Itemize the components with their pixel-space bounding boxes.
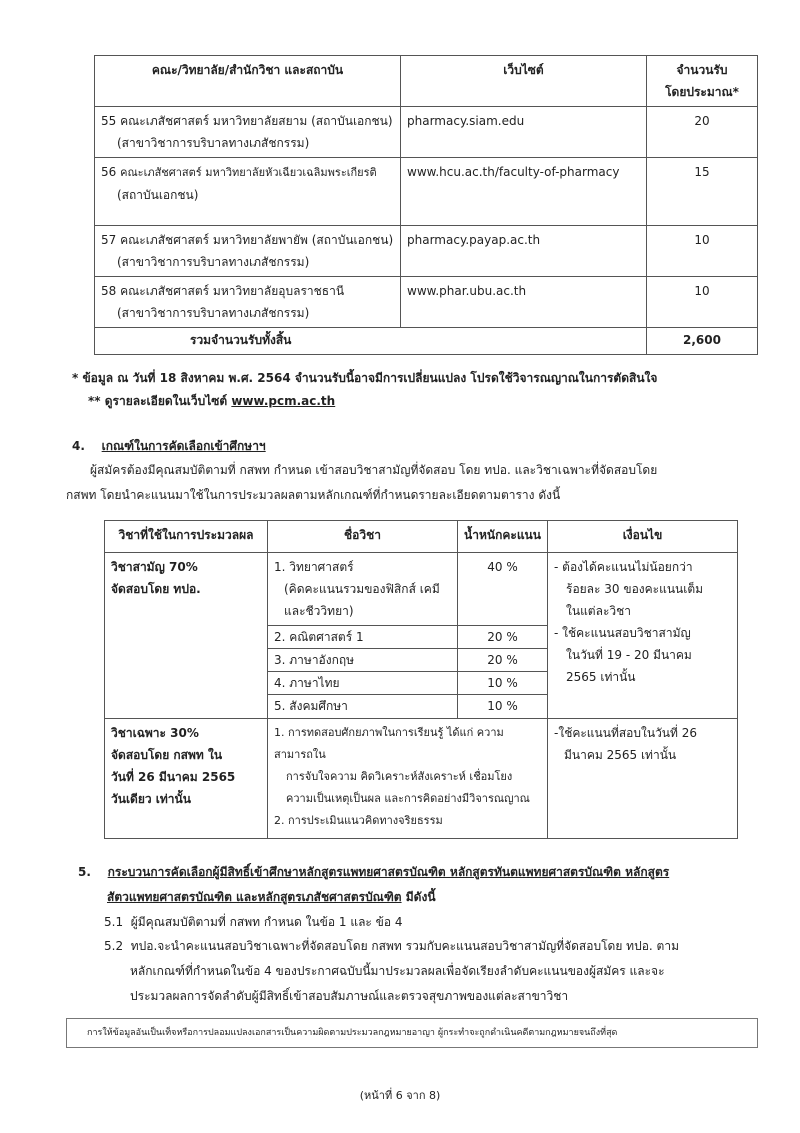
header-subject: ชื่อวิชา: [268, 521, 458, 553]
weight: 10 %: [458, 672, 548, 695]
header-count: จำนวนรับ โดยประมาณ*: [647, 56, 758, 107]
section-4-heading: 4. เกณฑ์ในการคัดเลือกเข้าศึกษาฯ: [72, 439, 266, 453]
header-processing: วิชาที่ใช้ในการประมวลผล: [105, 521, 268, 553]
subject: 4. ภาษาไทย: [268, 672, 458, 695]
count: 10: [647, 277, 758, 328]
table-row: 57 คณะเภสัชศาสตร์ มหาวิทยาลัยพายัพ (สถาบันเอกชน) (สาขาวิชาการบริบาลทางเภสัชกรรม) pharmacy.payap.ac.th 10: [95, 226, 758, 277]
note-1: * ข้อมูล ณ วันที่ 18 สิงหาคม พ.ศ. 2564 จำนวนรับนี้อาจมีการเปลี่ยนแปลง โปรดใช้วิจารณญาณในการตัดสินใจ: [72, 371, 658, 385]
header-faculty: คณะ/วิทยาลัย/สำนักวิชา และสถาบัน: [95, 56, 401, 107]
pcm-link[interactable]: www.pcm.ac.th: [231, 394, 336, 408]
admissions-table: [94, 55, 758, 355]
table-row: 56 คณะเภสัชศาสตร์ มหาวิทยาลัยหัวเฉียวเฉลิมพระเกียรติ (สถาบันเอกชน) www.hcu.ac.th/faculty-of-pharmacy 15: [95, 158, 758, 226]
specific-conditions: -ใช้คะแนนที่สอบในวันที่ 26 มีนาคม 2565 เท่านั้น: [548, 719, 738, 839]
header-weight: น้ำหนักคะแนน: [458, 521, 548, 553]
subject: 5. สังคมศึกษา: [268, 695, 458, 719]
weight: 20 %: [458, 649, 548, 672]
specific-subjects: 1. การทดสอบศักยภาพในการเรียนรู้ ได้แก่ ความสามารถใน การจับใจความ คิดวิเคราะห์สังเคราะห์ เชื่อมโยง ความเป็นเหตุเป็นผล และการคิดอย่างมีวิจารณญาณ 2. การประเมินแนวคิดทางจริยธรรม: [268, 719, 548, 839]
section-5-heading: 5. กระบวนการคัดเลือกผู้มีสิทธิ์เข้าศึกษาหลักสูตรแพทยศาสตรบัณฑิต หลักสูตรทันตแพทยศาสตรบัณฑิต หลักสูตร: [78, 865, 670, 879]
subject: 3. ภาษาอังกฤษ: [268, 649, 458, 672]
item-5-1: 5.1 ผู้มีคุณสมบัติตามที่ กสพท กำหนด ในข้อ 1 และ ข้อ 4: [104, 915, 403, 929]
website: pharmacy.siam.edu: [401, 107, 647, 158]
website: www.phar.ubu.ac.th: [401, 277, 647, 328]
general-conditions: - ต้องได้คะแนนไม่น้อยกว่า ร้อยละ 30 ของคะแนนเต็ม ในแต่ละวิชา - ใช้คะแนนสอบวิชาสามัญ ในวันที่ 19 - 20 มีนาคม 2565 เท่านั้น: [548, 553, 738, 719]
section-5-heading-cont: สัตวแพทยศาสตรบัณฑิต และหลักสูตรเภสัชศาสตรบัณฑิต มีดังนี้: [107, 890, 436, 904]
section-4-para-1: ผู้สมัครต้องมีคุณสมบัติตามที่ กสพท กำหนด เข้าสอบวิชาสามัญที่จัดสอบ โดย ทปอ. และวิชาเฉพาะที่จัดสอบโดย: [90, 463, 658, 477]
header-condition: เงื่อนไข: [548, 521, 738, 553]
legal-notice-box: การให้ข้อมูลอันเป็นเท็จหรือการปลอมแปลงเอกสารเป็นความผิดตามประมวลกฎหมายอาญา ผู้กระทำจะถูกดำเนินคดีตามกฎหมายจนถึงที่สุด: [66, 1018, 758, 1048]
table-row: 58 คณะเภสัชศาสตร์ มหาวิทยาลัยอุบลราชธานี (สาขาวิชาการบริบาลทางเภสัชกรรม) www.phar.ubu.ac.th 10: [95, 277, 758, 328]
page-number: (หน้าที่ 6 จาก 8): [359, 1089, 441, 1102]
note-2: ** ดูรายละเอียดในเว็บไซต์ www.pcm.ac.th: [88, 394, 336, 408]
website: pharmacy.payap.ac.th: [401, 226, 647, 277]
subject: 2. คณิตศาสตร์ 1: [268, 626, 458, 649]
weight: 40 %: [458, 553, 548, 626]
criteria-table: [104, 520, 738, 839]
count: 20: [647, 107, 758, 158]
table-row: 55 คณะเภสัชศาสตร์ มหาวิทยาลัยสยาม (สถาบันเอกชน) (สาขาวิชาการบริบาลทางเภสัชกรรม) pharmacy.siam.edu 20: [95, 107, 758, 158]
count: 10: [647, 226, 758, 277]
weight: 20 %: [458, 626, 548, 649]
section-4-para-2: กสพท โดยนำคะแนนมาใช้ในการประมวลผลตามหลักเกณฑ์ที่กำหนดรายละเอียดตามตาราง ดังนี้: [66, 488, 561, 502]
item-5-2-line-3: ประมวลผลการจัดลำดับผู้มีสิทธิ์เข้าสอบสัมภาษณ์และตรวจสุขภาพของแต่ละสาขาวิชา: [130, 989, 569, 1003]
count: 15: [647, 158, 758, 226]
item-5-2: 5.2 ทปอ.จะนำคะแนนสอบวิชาเฉพาะที่จัดสอบโดย กสพท รวมกับคะแนนสอบวิชาสามัญที่จัดสอบโดย ทปอ. ตาม: [104, 939, 679, 953]
subject: 1. วิทยาศาสตร์ (คิดคะแนนรวมของฟิสิกส์ เคมี และชีววิทยา): [268, 553, 458, 626]
general-subjects-label: วิชาสามัญ 70% จัดสอบโดย ทปอ.: [105, 553, 268, 719]
website: www.hcu.ac.th/faculty-of-pharmacy: [401, 158, 647, 226]
specific-subjects-label: วิชาเฉพาะ 30% จัดสอบโดย กสพท ใน วันที่ 26 มีนาคม 2565 วันเดียว เท่านั้น: [105, 719, 268, 839]
weight: 10 %: [458, 695, 548, 719]
header-website: เว็บไซต์: [401, 56, 647, 107]
item-5-2-line-2: หลักเกณฑ์ที่กำหนดในข้อ 4 ของประกาศฉบับนี้มาประมวลผลเพื่อจัดเรียงลำดับคะแนนของผู้สมัคร และจะ: [130, 964, 665, 978]
total-value: 2,600: [647, 328, 758, 355]
total-row: [95, 328, 758, 355]
total-label: รวมจำนวนรับทั้งสิ้น: [95, 328, 647, 355]
